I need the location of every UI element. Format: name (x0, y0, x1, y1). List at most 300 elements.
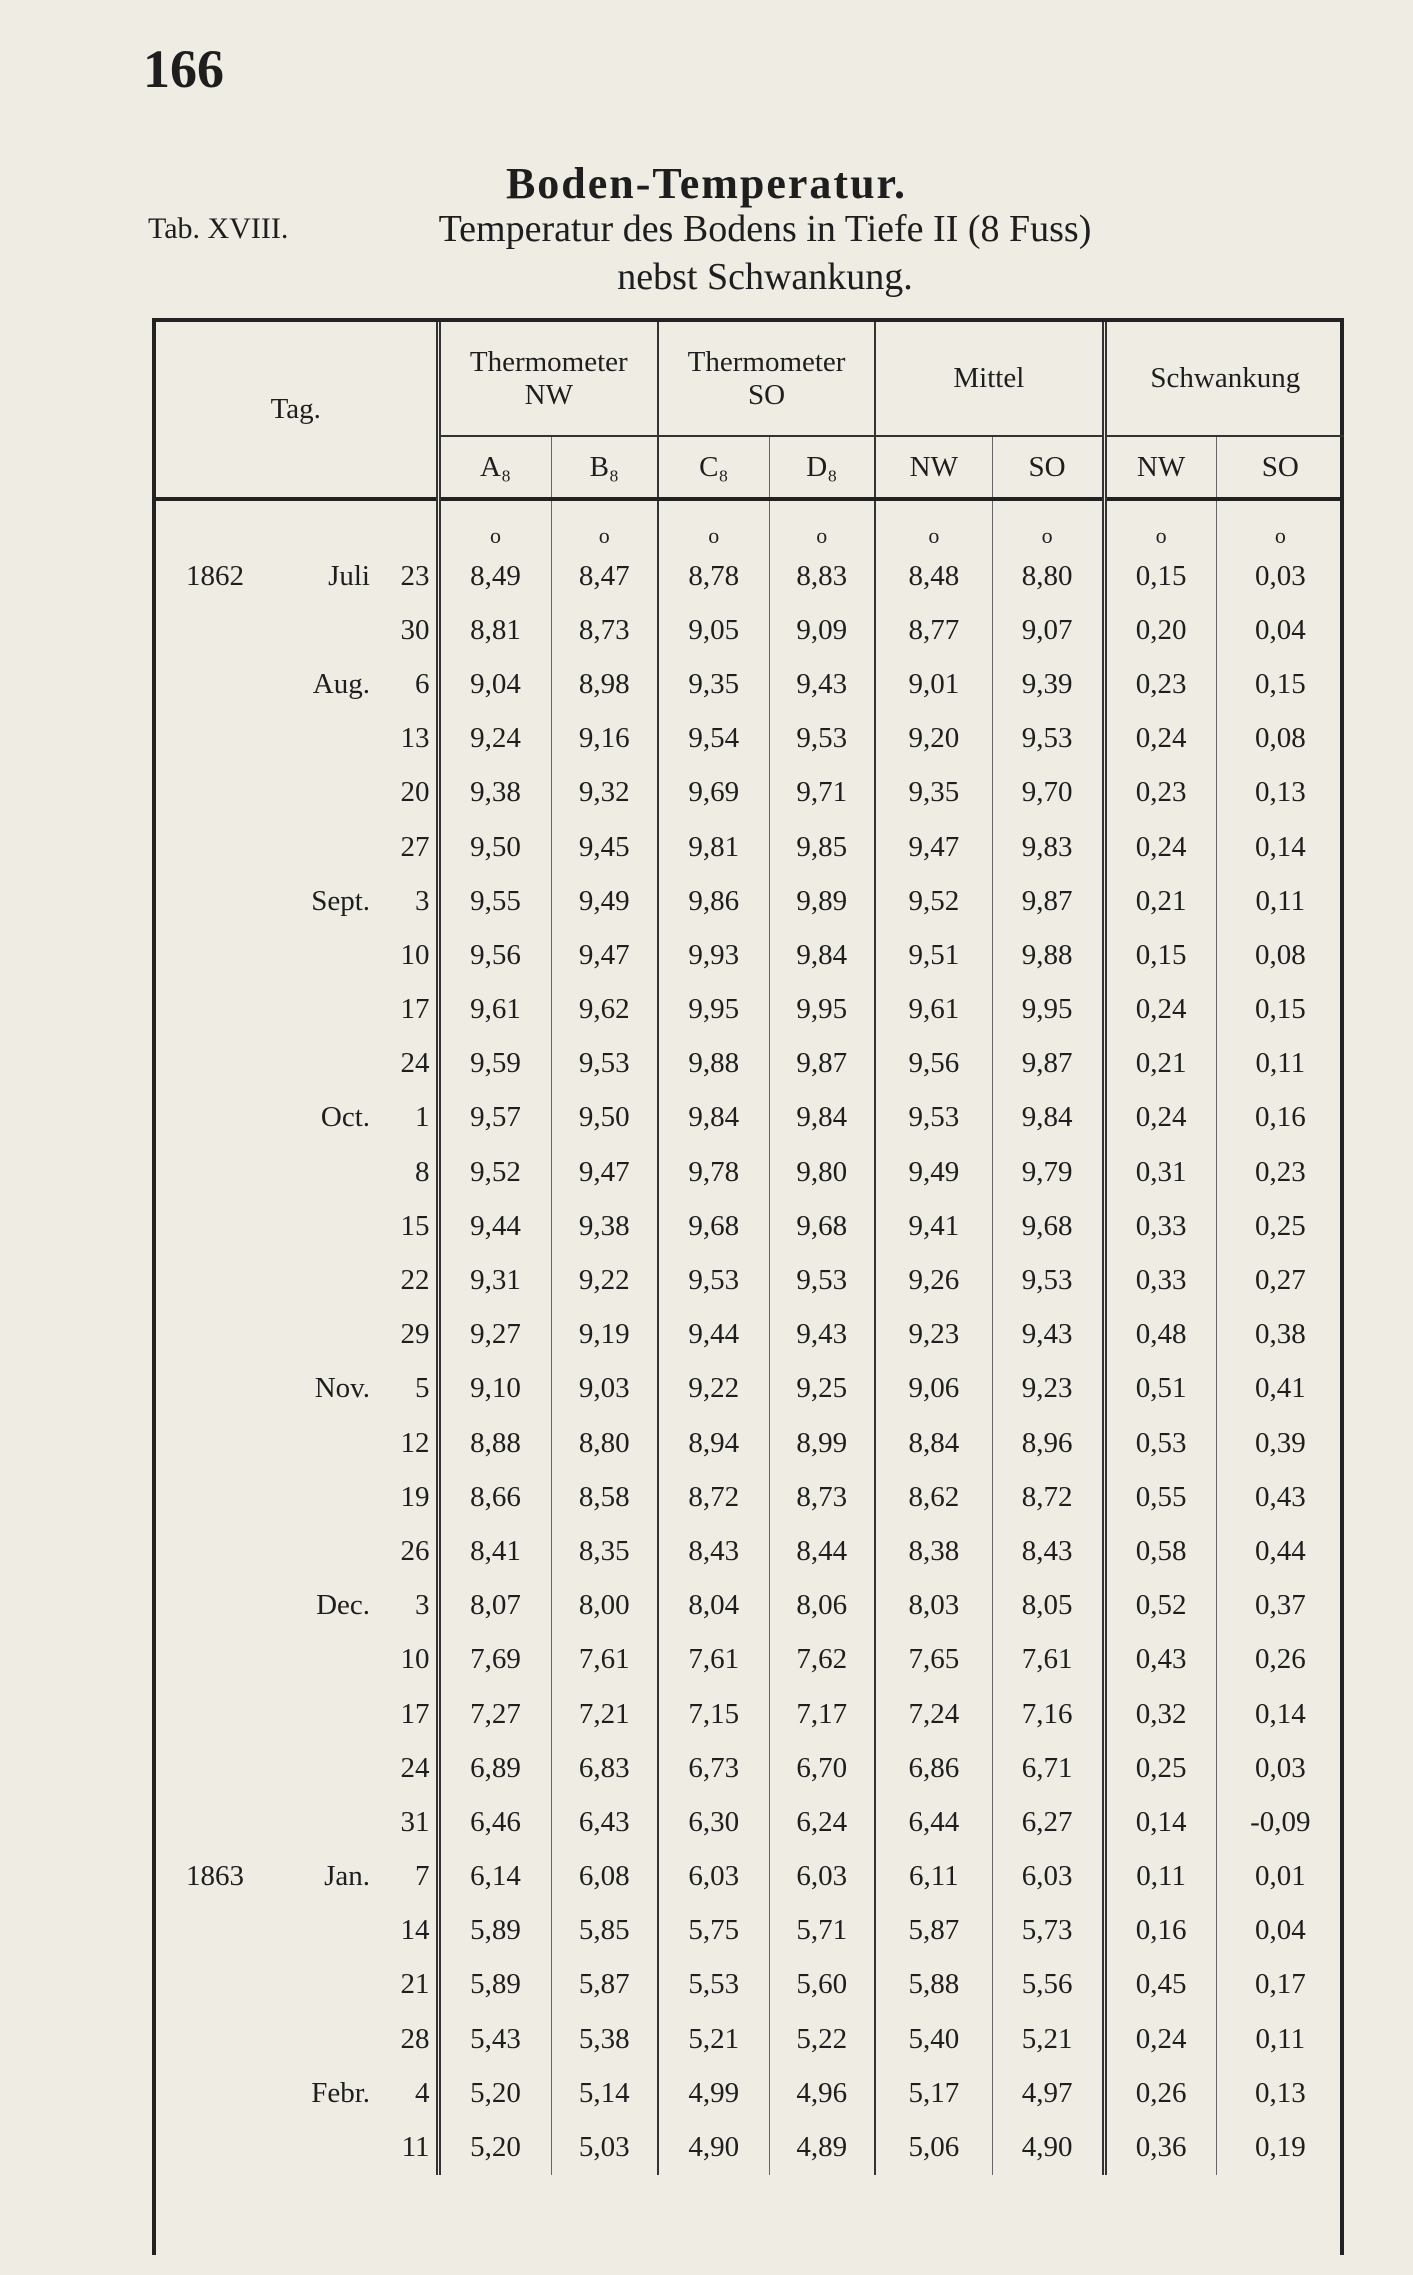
cell-a8: 8,07 (438, 1579, 551, 1633)
cell-year: 1862 (186, 559, 244, 592)
table-row (156, 874, 1344, 928)
cell-schwankung-nw: 0,31 (1104, 1145, 1216, 1199)
cell-d8: 9,80 (769, 1145, 875, 1199)
cell-a8: 8,66 (438, 1470, 551, 1524)
cell-year (156, 1795, 298, 1849)
cell-day: 20 (378, 766, 438, 820)
cell-day: 13 (378, 712, 438, 766)
cell-d8: 9,85 (769, 820, 875, 874)
header-thermometer-so-line1: Thermometer (687, 345, 846, 378)
cell-day: 1 (378, 1091, 438, 1145)
page-number: 166 (143, 39, 224, 99)
cell-c8: 9,68 (658, 1199, 769, 1253)
cell-mittel-so: 4,90 (992, 2120, 1104, 2174)
table-caption (365, 205, 1165, 301)
cell-b8: 9,50 (551, 1091, 658, 1145)
header-mittel-nw: NW (875, 436, 992, 499)
cell-month (298, 1416, 378, 1470)
table-row (156, 983, 1344, 1037)
cell-a8: 6,46 (438, 1795, 551, 1849)
cell-d8: 9,87 (769, 1037, 875, 1091)
cell-mittel-nw: 5,17 (875, 2066, 992, 2120)
table-label: Tab. XVIII. (148, 212, 289, 245)
cell-schwankung-so: 0,08 (1254, 722, 1306, 755)
cell-a8: 9,24 (438, 712, 551, 766)
cell-schwankung-nw: 0,23 (1104, 766, 1216, 820)
table-row (156, 820, 1344, 874)
cell-day: 5 (378, 1362, 438, 1416)
header-tag (156, 322, 438, 499)
cell-month: Febr. (311, 2076, 370, 2109)
cell-b8: 8,73 (551, 603, 658, 657)
cell-day: 30 (378, 603, 438, 657)
cell-year (156, 1362, 298, 1416)
cell-mittel-nw: 6,11 (875, 1850, 992, 1904)
cell-b8: 8,00 (551, 1579, 658, 1633)
cell-month (298, 1795, 378, 1849)
cell-mittel-so: 9,95 (992, 983, 1104, 1037)
cell-day: 6 (378, 657, 438, 711)
cell-month (298, 603, 378, 657)
cell-schwankung-nw: 0,21 (1104, 874, 1216, 928)
degree-mark: o (551, 499, 658, 549)
cell-month: Sept. (311, 884, 370, 917)
cell-mittel-nw: 9,06 (875, 1362, 992, 1416)
cell-year (156, 1958, 298, 2012)
degree-spacer (298, 499, 378, 549)
cell-mittel-so: 6,03 (992, 1850, 1104, 1904)
cell-month: Juli (328, 559, 370, 592)
cell-schwankung-nw: 0,58 (1104, 1524, 1216, 1578)
cell-c8: 5,75 (658, 1904, 769, 1958)
cell-c8: 5,53 (658, 1958, 769, 2012)
cell-day: 10 (378, 928, 438, 982)
temperature-table-frame (152, 318, 1344, 2255)
table-row (156, 1416, 1344, 1470)
cell-month (298, 1199, 378, 1253)
cell-mittel-nw: 9,51 (875, 928, 992, 982)
cell-b8: 8,47 (551, 549, 658, 603)
cell-schwankung-nw: 0,51 (1104, 1362, 1216, 1416)
cell-mittel-so: 9,87 (992, 1037, 1104, 1091)
cell-mittel-so: 9,88 (992, 928, 1104, 982)
cell-c8: 9,95 (658, 983, 769, 1037)
cell-d8: 5,22 (769, 2012, 875, 2066)
cell-schwankung-so: 0,41 (1254, 1372, 1306, 1405)
cell-schwankung-so: 0,38 (1254, 1318, 1306, 1351)
cell-d8: 9,43 (769, 1308, 875, 1362)
cell-d8: 9,25 (769, 1362, 875, 1416)
cell-b8: 9,19 (551, 1308, 658, 1362)
cell-schwankung-so: 0,01 (1254, 1860, 1306, 1893)
cell-mittel-so: 7,61 (992, 1633, 1104, 1687)
cell-schwankung-nw: 0,23 (1104, 657, 1216, 711)
cell-c8: 9,93 (658, 928, 769, 982)
cell-a8: 9,38 (438, 766, 551, 820)
cell-mittel-nw: 8,77 (875, 603, 992, 657)
cell-schwankung-nw: 0,33 (1104, 1253, 1216, 1307)
cell-year: 1863 (186, 1860, 244, 1893)
cell-a8: 5,89 (438, 1904, 551, 1958)
cell-a8: 8,88 (438, 1416, 551, 1470)
table-row (156, 1579, 1344, 1633)
cell-year (156, 1524, 298, 1578)
cell-a8: 6,14 (438, 1850, 551, 1904)
cell-d8: 9,53 (769, 1253, 875, 1307)
cell-month (298, 928, 378, 982)
header-mittel-so: SO (992, 436, 1104, 499)
table-row (156, 1199, 1344, 1253)
cell-year (156, 1470, 298, 1524)
cell-mittel-nw: 9,23 (875, 1308, 992, 1362)
cell-b8: 9,47 (551, 928, 658, 982)
table-row (156, 1633, 1344, 1687)
cell-schwankung-nw: 0,15 (1104, 928, 1216, 982)
cell-c8: 9,78 (658, 1145, 769, 1199)
header-thermometer-so (658, 322, 875, 436)
cell-mittel-nw: 9,49 (875, 1145, 992, 1199)
cell-day: 3 (378, 1579, 438, 1633)
table-row (156, 712, 1344, 766)
cell-b8: 5,87 (551, 1958, 658, 2012)
degree-mark: o (769, 499, 875, 549)
cell-year (156, 1741, 298, 1795)
header-b8: B₈ (551, 436, 658, 499)
degree-mark: o (658, 499, 769, 549)
cell-month: Aug. (312, 667, 370, 700)
cell-a8: 5,20 (438, 2066, 551, 2120)
table-row (156, 1362, 1344, 1416)
degree-mark: o (992, 499, 1104, 549)
cell-mittel-so: 8,05 (992, 1579, 1104, 1633)
cell-d8: 6,24 (769, 1795, 875, 1849)
cell-schwankung-nw: 0,55 (1104, 1470, 1216, 1524)
cell-schwankung-so: 0,14 (1254, 830, 1306, 863)
cell-mittel-nw: 9,26 (875, 1253, 992, 1307)
cell-schwankung-nw: 0,33 (1104, 1199, 1216, 1253)
degree-spacer (156, 499, 298, 549)
cell-year (156, 2120, 298, 2174)
table-row (156, 549, 1344, 603)
cell-year (156, 983, 298, 1037)
cell-schwankung-so: 0,14 (1254, 1697, 1306, 1730)
page-title: Boden-Temperatur. (505, 159, 908, 208)
cell-d8: 9,68 (769, 1199, 875, 1253)
cell-d8: 7,62 (769, 1633, 875, 1687)
cell-mittel-so: 9,23 (992, 1362, 1104, 1416)
cell-day: 12 (378, 1416, 438, 1470)
cell-schwankung-so: 0,03 (1254, 1751, 1306, 1784)
cell-a8: 8,81 (438, 603, 551, 657)
cell-schwankung-so: 0,11 (1255, 1047, 1306, 1080)
cell-mittel-so: 9,68 (992, 1199, 1104, 1253)
cell-schwankung-nw: 0,24 (1104, 712, 1216, 766)
cell-a8: 9,56 (438, 928, 551, 982)
cell-month (298, 1470, 378, 1524)
cell-schwankung-nw: 0,26 (1104, 2066, 1216, 2120)
cell-d8: 9,43 (769, 657, 875, 711)
cell-b8: 9,38 (551, 1199, 658, 1253)
cell-c8: 9,86 (658, 874, 769, 928)
cell-mittel-so: 8,43 (992, 1524, 1104, 1578)
cell-a8: 9,44 (438, 1199, 551, 1253)
cell-c8: 8,94 (658, 1416, 769, 1470)
cell-a8: 8,41 (438, 1524, 551, 1578)
cell-mittel-so: 9,07 (992, 603, 1104, 657)
header-a8: A₈ (438, 436, 551, 499)
cell-mittel-nw: 8,84 (875, 1416, 992, 1470)
cell-mittel-so: 7,16 (992, 1687, 1104, 1741)
cell-schwankung-so: 0,11 (1255, 2022, 1306, 2055)
table-row (156, 2012, 1344, 2066)
cell-schwankung-nw: 0,25 (1104, 1741, 1216, 1795)
cell-c8: 6,30 (658, 1795, 769, 1849)
cell-b8: 9,45 (551, 820, 658, 874)
cell-a8: 9,61 (438, 983, 551, 1037)
cell-a8: 9,27 (438, 1308, 551, 1362)
cell-year (156, 1633, 298, 1687)
cell-d8: 5,71 (769, 1904, 875, 1958)
cell-c8: 9,69 (658, 766, 769, 820)
cell-a8: 6,89 (438, 1741, 551, 1795)
cell-mittel-nw: 8,38 (875, 1524, 992, 1578)
header-thermometer-nw-line2: NW (524, 378, 573, 411)
cell-b8: 9,32 (551, 766, 658, 820)
cell-a8: 9,55 (438, 874, 551, 928)
cell-day: 19 (378, 1470, 438, 1524)
cell-mittel-nw: 9,56 (875, 1037, 992, 1091)
cell-c8: 8,78 (658, 549, 769, 603)
cell-month (298, 1253, 378, 1307)
header-schwankung-so: SO (1216, 436, 1344, 499)
temperature-table (156, 322, 1344, 2175)
cell-schwankung-nw: 0,45 (1104, 1958, 1216, 2012)
cell-mittel-so: 9,39 (992, 657, 1104, 711)
cell-mittel-so: 6,27 (992, 1795, 1104, 1849)
cell-schwankung-nw: 0,11 (1104, 1850, 1216, 1904)
table-body (156, 499, 1344, 2175)
cell-day: 10 (378, 1633, 438, 1687)
cell-c8: 8,72 (658, 1470, 769, 1524)
cell-a8: 9,10 (438, 1362, 551, 1416)
cell-schwankung-nw: 0,21 (1104, 1037, 1216, 1091)
cell-year (156, 1145, 298, 1199)
cell-mittel-nw: 9,20 (875, 712, 992, 766)
cell-a8: 9,50 (438, 820, 551, 874)
cell-year (156, 657, 298, 711)
cell-b8: 6,43 (551, 1795, 658, 1849)
cell-day: 7 (378, 1850, 438, 1904)
cell-c8: 9,44 (658, 1308, 769, 1362)
cell-a8: 5,43 (438, 2012, 551, 2066)
cell-month (298, 1904, 378, 1958)
cell-day: 31 (378, 1795, 438, 1849)
cell-mittel-so: 9,70 (992, 766, 1104, 820)
cell-schwankung-nw: 0,32 (1104, 1687, 1216, 1741)
cell-month (298, 1958, 378, 2012)
cell-c8: 7,15 (658, 1687, 769, 1741)
cell-day: 28 (378, 2012, 438, 2066)
cell-schwankung-so: 0,37 (1254, 1589, 1306, 1622)
cell-b8: 9,03 (551, 1362, 658, 1416)
cell-schwankung-nw: 0,52 (1104, 1579, 1216, 1633)
cell-d8: 5,60 (769, 1958, 875, 2012)
cell-b8: 6,08 (551, 1850, 658, 1904)
cell-d8: 6,03 (769, 1850, 875, 1904)
cell-month: Nov. (314, 1372, 370, 1405)
table-row (156, 1687, 1344, 1741)
cell-day: 4 (378, 2066, 438, 2120)
cell-a8: 5,89 (438, 1958, 551, 2012)
cell-b8: 9,22 (551, 1253, 658, 1307)
cell-mittel-nw: 9,47 (875, 820, 992, 874)
cell-schwankung-so: 0,17 (1254, 1968, 1306, 2001)
table-row (156, 1253, 1344, 1307)
cell-c8: 9,35 (658, 657, 769, 711)
cell-month (298, 1145, 378, 1199)
cell-day: 29 (378, 1308, 438, 1362)
cell-c8: 9,81 (658, 820, 769, 874)
table-header (156, 322, 1344, 499)
cell-d8: 4,89 (769, 2120, 875, 2174)
cell-day: 15 (378, 1199, 438, 1253)
header-c8: C₈ (658, 436, 769, 499)
cell-c8: 9,05 (658, 603, 769, 657)
cell-b8: 9,53 (551, 1037, 658, 1091)
cell-mittel-so: 6,71 (992, 1741, 1104, 1795)
table-row (156, 1741, 1344, 1795)
cell-mittel-so: 9,79 (992, 1145, 1104, 1199)
cell-day: 27 (378, 820, 438, 874)
cell-mittel-nw: 8,03 (875, 1579, 992, 1633)
cell-c8: 8,43 (658, 1524, 769, 1578)
cell-day: 24 (378, 1741, 438, 1795)
cell-day: 11 (378, 2120, 438, 2174)
table-row (156, 1524, 1344, 1578)
table-row (156, 766, 1344, 820)
cell-b8: 8,58 (551, 1470, 658, 1524)
cell-mittel-so: 8,72 (992, 1470, 1104, 1524)
cell-c8: 9,54 (658, 712, 769, 766)
cell-mittel-so: 9,53 (992, 712, 1104, 766)
cell-month (298, 2120, 378, 2174)
cell-schwankung-nw: 0,24 (1104, 1091, 1216, 1145)
cell-year (156, 1253, 298, 1307)
table-row (156, 2066, 1344, 2120)
cell-b8: 5,85 (551, 1904, 658, 1958)
cell-schwankung-nw: 0,15 (1104, 549, 1216, 603)
cell-b8: 5,03 (551, 2120, 658, 2174)
cell-year (156, 1687, 298, 1741)
cell-mittel-nw: 5,87 (875, 1904, 992, 1958)
cell-year (156, 766, 298, 820)
cell-a8: 8,49 (438, 549, 551, 603)
cell-mittel-so: 8,80 (992, 549, 1104, 603)
cell-month: Dec. (316, 1589, 370, 1622)
cell-a8: 9,59 (438, 1037, 551, 1091)
cell-b8: 7,21 (551, 1687, 658, 1741)
cell-month (298, 820, 378, 874)
cell-schwankung-so: 0,39 (1254, 1426, 1306, 1459)
cell-mittel-so: 5,56 (992, 1958, 1104, 2012)
cell-schwankung-nw: 0,43 (1104, 1633, 1216, 1687)
cell-month (298, 1687, 378, 1741)
cell-year (156, 712, 298, 766)
header-schwankung-nw: NW (1104, 436, 1216, 499)
cell-c8: 4,99 (658, 2066, 769, 2120)
cell-year (156, 1037, 298, 1091)
table-row (156, 657, 1344, 711)
cell-year (156, 2066, 298, 2120)
cell-d8: 8,83 (769, 549, 875, 603)
cell-schwankung-nw: 0,24 (1104, 2012, 1216, 2066)
degree-mark: o (438, 499, 551, 549)
cell-month: Oct. (320, 1101, 370, 1134)
cell-d8: 9,53 (769, 712, 875, 766)
cell-schwankung-nw: 0,14 (1104, 1795, 1216, 1849)
cell-schwankung-so: 0,19 (1254, 2131, 1306, 2164)
table-row (156, 1470, 1344, 1524)
cell-a8: 9,04 (438, 657, 551, 711)
cell-mittel-so: 9,53 (992, 1253, 1104, 1307)
cell-day: 8 (378, 1145, 438, 1199)
cell-schwankung-so: 0,44 (1254, 1534, 1306, 1567)
cell-schwankung-so: 0,43 (1254, 1480, 1306, 1513)
header-d8: D₈ (769, 436, 875, 499)
cell-d8: 9,09 (769, 603, 875, 657)
table-row (156, 1904, 1344, 1958)
cell-month: Jan. (324, 1860, 370, 1893)
cell-mittel-so: 8,96 (992, 1416, 1104, 1470)
table-row (156, 928, 1344, 982)
cell-c8: 9,84 (658, 1091, 769, 1145)
cell-d8: 8,73 (769, 1470, 875, 1524)
cell-b8: 8,80 (551, 1416, 658, 1470)
header-tag-label: Tag. (270, 393, 321, 425)
cell-mittel-so: 9,43 (992, 1308, 1104, 1362)
cell-mittel-nw: 7,65 (875, 1633, 992, 1687)
cell-d8: 7,17 (769, 1687, 875, 1741)
cell-month (298, 1037, 378, 1091)
cell-b8: 5,14 (551, 2066, 658, 2120)
header-schwankung: Schwankung (1104, 322, 1344, 436)
cell-c8: 7,61 (658, 1633, 769, 1687)
cell-month (298, 1524, 378, 1578)
cell-day: 3 (378, 874, 438, 928)
cell-mittel-nw: 9,41 (875, 1199, 992, 1253)
cell-schwankung-so: 0,11 (1255, 884, 1306, 917)
cell-year (156, 820, 298, 874)
table-row (156, 1850, 1344, 1904)
cell-b8: 9,47 (551, 1145, 658, 1199)
cell-b8: 9,49 (551, 874, 658, 928)
cell-d8: 8,44 (769, 1524, 875, 1578)
cell-a8: 7,69 (438, 1633, 551, 1687)
degree-row (156, 499, 1344, 549)
cell-schwankung-so: 0,08 (1254, 938, 1306, 971)
cell-day: 17 (378, 983, 438, 1037)
cell-month (298, 712, 378, 766)
cell-c8: 8,04 (658, 1579, 769, 1633)
cell-schwankung-so: 0,04 (1254, 613, 1306, 646)
cell-d8: 9,89 (769, 874, 875, 928)
cell-day: 24 (378, 1037, 438, 1091)
cell-schwankung-nw: 0,24 (1104, 983, 1216, 1037)
cell-month (298, 1741, 378, 1795)
cell-day: 21 (378, 1958, 438, 2012)
cell-mittel-so: 5,21 (992, 2012, 1104, 2066)
cell-year (156, 1579, 298, 1633)
